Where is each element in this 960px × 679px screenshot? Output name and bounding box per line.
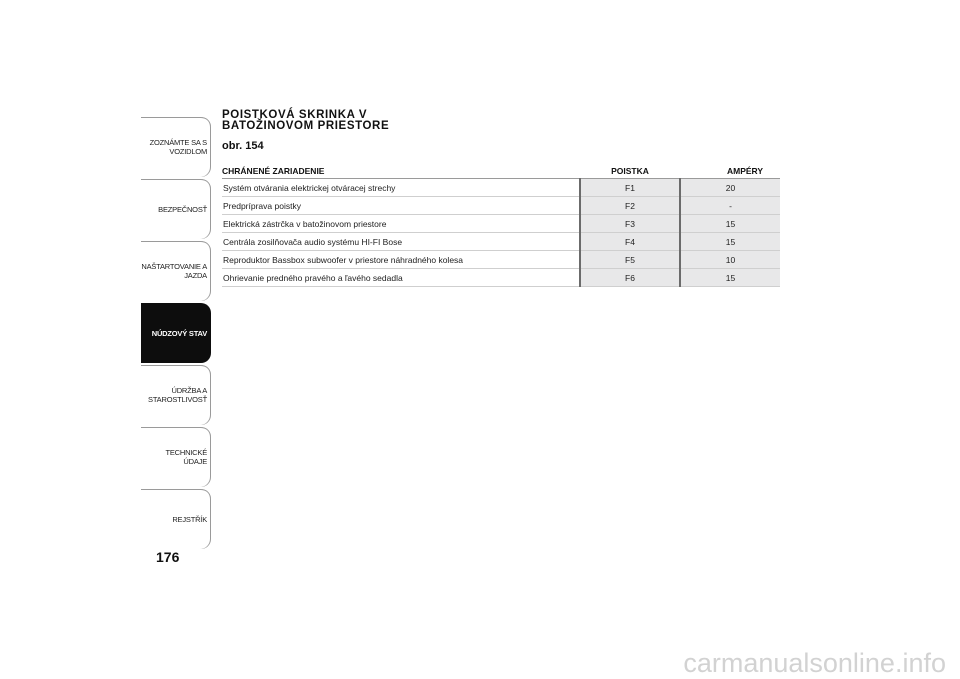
tab-label: BEZPEČNOSŤ — [158, 204, 207, 214]
figure-reference: obr. 154 — [222, 140, 264, 152]
watermark: carmanualsonline.info — [683, 648, 946, 678]
tab-label: ZOZNÁMTE SA S VOZIDLOM — [149, 138, 207, 156]
cell-amperes: 20 — [680, 179, 780, 197]
tab-nastartovanie[interactable] — [141, 241, 211, 301]
tab-bezpecnost[interactable] — [141, 179, 211, 239]
cell-device: Systém otvárania elektrickej otváracej strechy — [222, 179, 580, 197]
cell-device: Ohrievanie predného pravého a ľavého sedadla — [222, 269, 580, 287]
table-row — [222, 179, 780, 197]
tab-nudzovy-stav[interactable] — [141, 303, 211, 363]
tab-technicke-udaje[interactable] — [141, 427, 211, 487]
header-protected-device: CHRÁNENÉ ZARIADENIE — [222, 165, 325, 176]
cell-fuse: F2 — [580, 197, 680, 215]
tab-label: NAŠTARTOVANIE A JAZDA — [141, 262, 207, 280]
page-number: 176 — [156, 549, 180, 565]
cell-device: Reproduktor Bassbox subwoofer v priestore náhradného kolesa — [222, 251, 580, 269]
tab-label: TECHNICKÉ ÚDAJE — [165, 448, 207, 466]
tab-rejstrik[interactable] — [141, 489, 211, 549]
cell-amperes: 15 — [680, 269, 780, 287]
cell-amperes: - — [680, 197, 780, 215]
cell-amperes: 10 — [680, 251, 780, 269]
table-row — [222, 197, 780, 215]
tab-label: ÚDRŽBA A STAROSTLIVOSŤ — [148, 386, 207, 404]
table-row — [222, 269, 780, 287]
table-row — [222, 251, 780, 269]
cell-fuse: F1 — [580, 179, 680, 197]
table-row — [222, 233, 780, 251]
heading-line-1: POISTKOVÁ SKRINKA V — [222, 109, 368, 121]
table-header-row — [222, 163, 780, 179]
cell-fuse: F4 — [580, 233, 680, 251]
fuse-table — [222, 163, 780, 287]
heading-line-2: BATOŽINOVOM PRIESTORE — [222, 120, 390, 132]
cell-device: Elektrická zástrčka v batožinovom priestore — [222, 215, 580, 233]
cell-device: Predpríprava poistky — [222, 197, 580, 215]
tab-udrzba[interactable] — [141, 365, 211, 425]
header-amperes: AMPÉRY — [726, 165, 764, 176]
table-row — [222, 215, 780, 233]
tab-label: REJSTŘÍK — [172, 514, 207, 524]
header-fuse: POISTKA — [611, 165, 649, 176]
cell-amperes: 15 — [680, 215, 780, 233]
cell-fuse: F6 — [580, 269, 680, 287]
cell-amperes: 15 — [680, 233, 780, 251]
cell-fuse: F3 — [580, 215, 680, 233]
tab-zoznamte-sa[interactable] — [141, 117, 211, 177]
tab-label: NÚDZOVÝ STAV — [151, 328, 207, 338]
cell-fuse: F5 — [580, 251, 680, 269]
section-heading — [222, 110, 389, 132]
cell-device: Centrála zosilňovača audio systému HI-FI Bose — [222, 233, 580, 251]
